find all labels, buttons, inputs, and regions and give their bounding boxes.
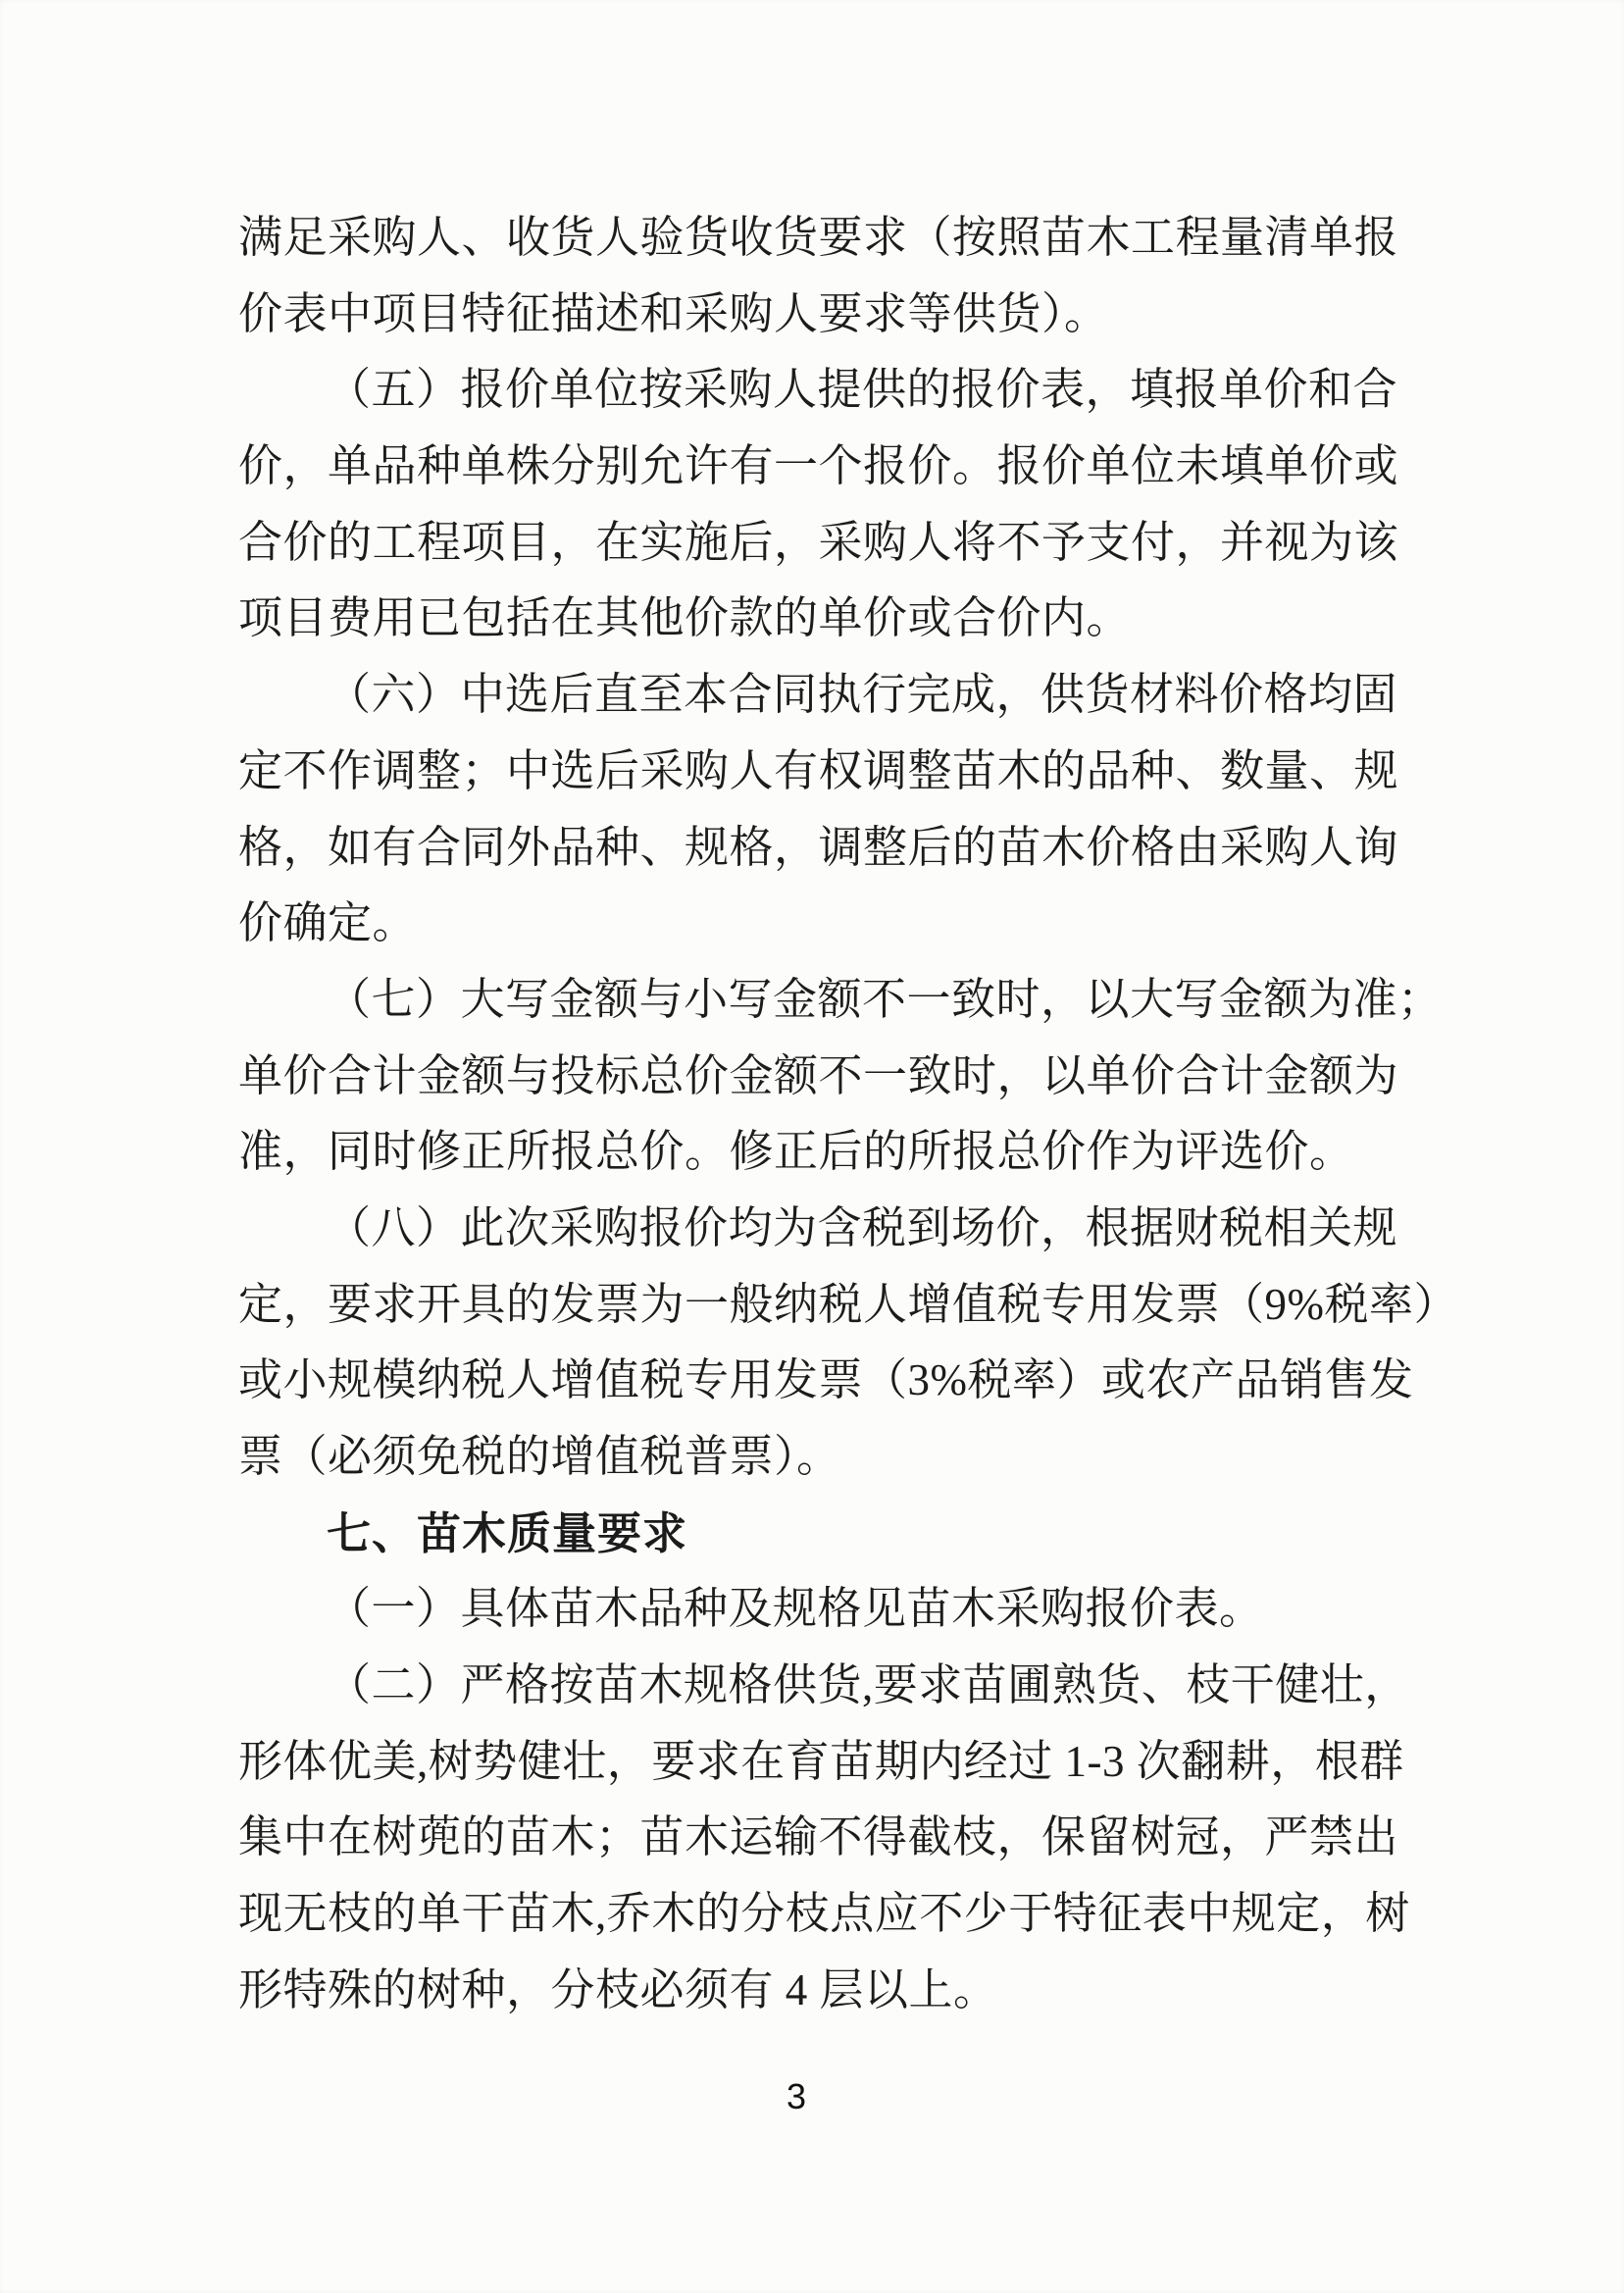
text-line: 定，要求开具的发票为一般纳税人增值税专用发票（9%税率） (238, 1279, 1458, 1329)
text-line: 满足采购人、收货人验货收货要求（按照苗木工程量清单报 (238, 213, 1399, 262)
text-line: 或小规模纳税人增值税专用发票（3%税率）或农产品销售发 (238, 1355, 1414, 1405)
text-line: 准，同时修正所报总价。修正后的所报总价作为评选价。 (238, 1127, 1354, 1177)
text-line: （七）大写金额与小写金额不一致时，以大写金额为准； (327, 974, 1443, 1024)
text-line: 价，单品种单株分别允许有一个报价。报价单位未填单价或 (238, 441, 1399, 491)
text-line: 定不作调整；中选后采购人有权调整苗木的品种、数量、规 (238, 745, 1399, 795)
text-line: 格，如有合同外品种、规格，调整后的苗木价格由采购人询 (238, 822, 1399, 872)
text-line: （八）此次采购报价均为含税到场价，根据财税相关规 (327, 1202, 1398, 1252)
text-line: （一）具体苗木品种及规格见苗木采购报价表。 (327, 1584, 1264, 1634)
text-line: 现无枝的单干苗木,乔木的分枝点应不少于特征表中规定，树 (238, 1889, 1410, 1939)
text-line: 项目费用已包括在其他价款的单价或合价内。 (238, 593, 1132, 643)
text-line: 价表中项目特征描述和采购人要求等供货）。 (238, 288, 1109, 338)
document-body (238, 200, 1458, 2029)
text-line: （五）报价单位按采购人提供的报价表，填报单价和合 (327, 365, 1398, 415)
section-heading: 七、苗木质量要求 (327, 1507, 688, 1558)
text-line: 票（必须免税的增值税普票）。 (238, 1432, 841, 1481)
text-line: （二）严格按苗木规格供货,要求苗圃熟货、枝干健壮， (327, 1660, 1409, 1710)
text-line: 集中在树蔸的苗木；苗木运输不得截枝，保留树冠，严禁出 (238, 1812, 1399, 1862)
text-line: 价确定。 (238, 898, 418, 948)
text-line: 单价合计金额与投标总价金额不一致时，以单价合计金额为 (238, 1050, 1399, 1100)
text-line: 合价的工程项目，在实施后，采购人将不予支付，并视为该 (238, 517, 1399, 567)
text-line: （六）中选后直至本合同执行完成，供货材料价格均固 (327, 670, 1398, 720)
text-line: 形特殊的树种，分枝必须有 4 层以上。 (238, 1964, 998, 2014)
page-number: 3 (786, 2076, 807, 2116)
text-line: 形体优美,树势健壮，要求在育苗期内经过 1-3 次翻耕，根群 (238, 1736, 1404, 1786)
